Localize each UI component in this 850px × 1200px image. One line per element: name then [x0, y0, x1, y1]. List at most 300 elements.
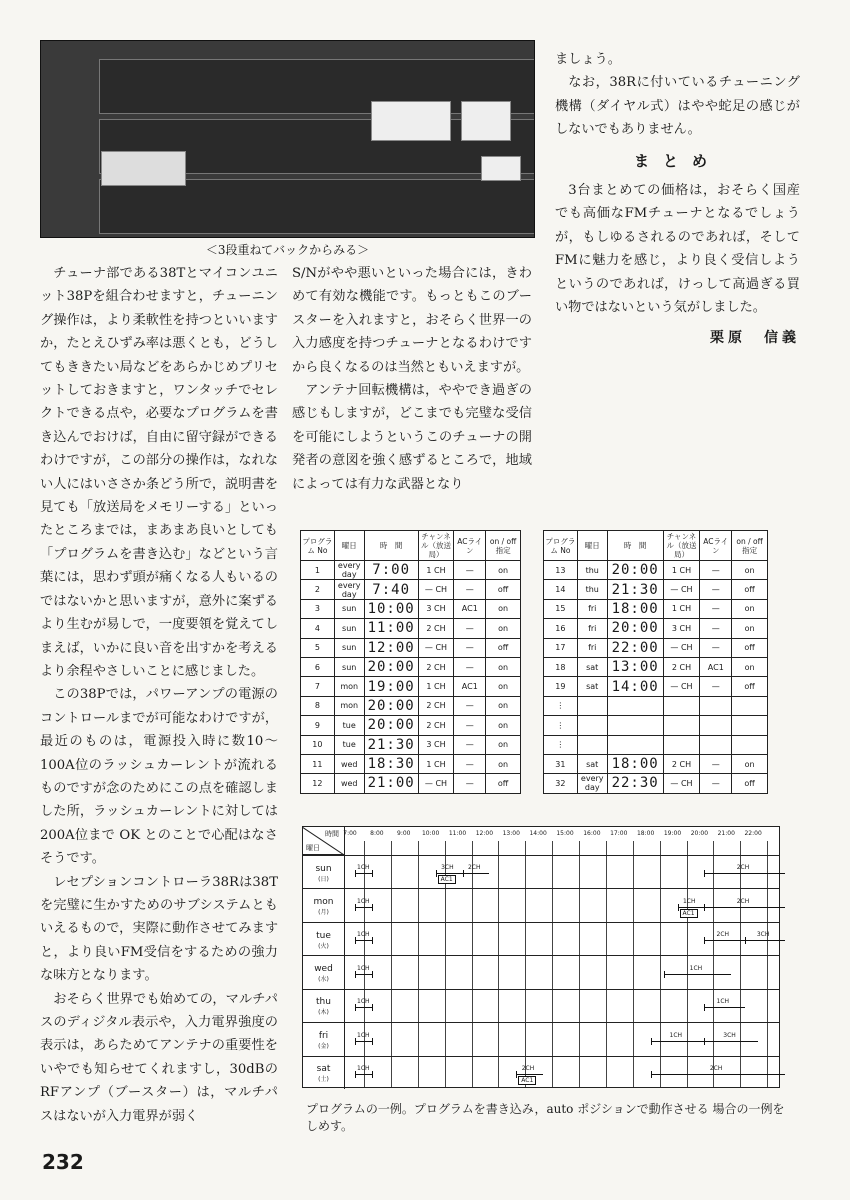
hour-tick-label: 10:00 [421, 830, 440, 837]
cell-onoff: off [732, 774, 768, 793]
cell-onoff [732, 716, 768, 735]
author-name: 栗原 信義 [710, 330, 800, 347]
terminal-panel [371, 101, 451, 141]
schedule-bar-label: 2CH [467, 864, 481, 872]
hour-gridline [660, 841, 661, 1087]
row-divider [303, 922, 779, 923]
schedule-bar [355, 974, 373, 975]
day-sub-label: (火) [318, 942, 329, 950]
cell-day: sat [577, 657, 607, 676]
cell-channel: 3 CH [418, 599, 454, 618]
cell-channel: 1 CH [663, 599, 700, 618]
cell-time: 22:30 [607, 774, 663, 793]
cell-ac-line: — [700, 677, 732, 696]
day-sub-label: (月) [318, 909, 329, 917]
paragraph: レセプションコントローラ38Rは38Tを完璧に生かすためのサブシステムともいえるもので，実際に動作させてみますと，より良いFM受信をするための強力な味方となります。 [40, 874, 278, 984]
hour-gridline [579, 841, 580, 1087]
ac-line-box: AC1 [518, 1076, 536, 1085]
table-row [301, 619, 521, 638]
schedule-bar-label: 2CH [736, 897, 750, 905]
cell-ac-line: — [700, 561, 732, 580]
table-row [544, 716, 768, 735]
hour-gridline [740, 841, 741, 1087]
table-row [301, 638, 521, 657]
schedule-bar-label: 3CH [441, 864, 454, 872]
cell-ac-line [700, 735, 732, 754]
hour-gridline [418, 841, 419, 1087]
day-sub-label: (水) [318, 975, 329, 983]
table-row [544, 561, 768, 580]
day-sub-label: (日) [318, 875, 329, 883]
cell-time: 21:30 [364, 735, 418, 754]
schedule-bar-label: 1CH [357, 1031, 370, 1039]
cell-program-no: 15 [544, 599, 578, 618]
cell-program-no: 9 [301, 716, 335, 735]
schedule-bar-label: 1CH [357, 1064, 370, 1072]
schedule-bar [355, 1041, 373, 1042]
cell-channel: 2 CH [418, 657, 454, 676]
schedule-bar [745, 940, 785, 941]
cell-time: 20:00 [607, 619, 663, 638]
row-divider [303, 989, 779, 990]
cell-ac-line: — [700, 754, 732, 773]
hour-gridline [552, 841, 553, 1087]
cell-program-no: 16 [544, 619, 578, 638]
cell-onoff [732, 696, 768, 715]
paragraph: ましょう。 [555, 52, 621, 67]
cell-ac-line: AC1 [700, 657, 732, 676]
table-row [301, 580, 521, 599]
hour-tick-label: 17:00 [610, 830, 628, 837]
schedule-bar [436, 873, 463, 874]
cell-time: 7:00 [364, 561, 418, 580]
day-sub-label: (土) [318, 1076, 329, 1084]
cell-ac-line: — [454, 561, 486, 580]
hour-tick-label: 13:00 [502, 830, 520, 837]
schedule-bar-label: 1CH [716, 998, 730, 1006]
cell-onoff: off [732, 677, 768, 696]
cell-program-no: 1 [301, 561, 335, 580]
corner-time-label: 時間 [325, 830, 339, 838]
table-row [544, 619, 768, 638]
cell-ac-line: — [700, 774, 732, 793]
paragraph: S/Nがやや悪いといった場合には，きわめて有効な機能です。もっともこのブースターを入れますと，おそらく世界一の入力感度を持つチューナとなるわけですから良くなるのは当然ともいえますが。 [292, 266, 532, 375]
col-header-day: 曜日 [334, 531, 364, 561]
cell-channel: 1 CH [418, 677, 454, 696]
cell-channel: 3 CH [418, 735, 454, 754]
cell-day [577, 696, 607, 715]
cell-day: mon [334, 696, 364, 715]
schedule-bar [463, 873, 490, 874]
cell-day: every day [577, 774, 607, 793]
cell-channel: 2 CH [418, 716, 454, 735]
row-divider [303, 1022, 779, 1023]
table-row [544, 696, 768, 715]
photo-caption: ＜3段重ねてバックからみる＞ [205, 243, 370, 257]
cell-ac-line: — [454, 638, 486, 657]
cell-onoff: on [486, 696, 521, 715]
hour-gridline [633, 841, 634, 1087]
cell-time: 20:00 [364, 657, 418, 676]
day-label-tue: tue (火) [303, 922, 345, 955]
cell-program-no: ⋮ [544, 735, 578, 754]
cell-time [607, 735, 663, 754]
schedule-bar [704, 1007, 744, 1008]
cell-channel: 2 CH [663, 657, 700, 676]
ac-outlet-panel [101, 151, 186, 186]
hour-gridline [687, 841, 688, 1087]
cell-time: 13:00 [607, 657, 663, 676]
table-row [301, 716, 521, 735]
cell-day: tue [334, 716, 364, 735]
terminal-panel-3 [481, 156, 521, 181]
cell-program-no: 19 [544, 677, 578, 696]
cell-program-no: 11 [301, 754, 335, 773]
table-row [301, 561, 521, 580]
cell-day: wed [334, 754, 364, 773]
cell-ac-line: — [454, 696, 486, 715]
schedule-bar-label: 2CH [521, 1064, 535, 1072]
cell-time: 11:00 [364, 619, 418, 638]
cell-onoff: on [486, 599, 521, 618]
col-header-channel: チャンネル（放送局） [663, 531, 700, 561]
schedule-bar [516, 1074, 543, 1075]
cell-day: mon [334, 677, 364, 696]
cell-ac-line [700, 696, 732, 715]
program-table-2 [543, 530, 768, 794]
cell-day: every day [334, 561, 364, 580]
table-row [301, 677, 521, 696]
cell-day: sun [334, 657, 364, 676]
hour-tick-label: 18:00 [636, 830, 655, 837]
col-header-program: プログラム No [544, 531, 578, 561]
hour-tick-label: 21:00 [717, 830, 735, 837]
cell-day: every day [334, 580, 364, 599]
schedule-bar-label: 1CH [357, 931, 370, 939]
day-label-thu: thu (木) [303, 989, 345, 1022]
col-header-time: 時 間 [607, 531, 663, 561]
cell-onoff: off [732, 638, 768, 657]
schedule-bar-label: 2CH [709, 1064, 723, 1072]
cell-ac-line: AC1 [454, 599, 486, 618]
cell-channel: — CH [418, 638, 454, 657]
hour-tick-label: 14:00 [529, 830, 547, 837]
cell-onoff: off [486, 774, 521, 793]
cell-onoff: on [486, 619, 521, 638]
cell-program-no: 3 [301, 599, 335, 618]
cell-program-no: 4 [301, 619, 335, 638]
col-header-onoff: on / off 指定 [486, 531, 521, 561]
schedule-bar [704, 1041, 758, 1042]
cell-program-no: 12 [301, 774, 335, 793]
cell-time [607, 696, 663, 715]
cell-time: 12:00 [364, 638, 418, 657]
cell-channel: — CH [663, 580, 700, 599]
cell-day: sun [334, 638, 364, 657]
cell-channel: 1 CH [418, 754, 454, 773]
col-header-program: プログラム No [301, 531, 335, 561]
cell-ac-line: — [700, 638, 732, 657]
col-header-channel: チャンネル（放送局） [418, 531, 454, 561]
table-row [544, 735, 768, 754]
schedule-bar-label: 2CH [736, 864, 750, 872]
cell-day: sun [334, 619, 364, 638]
schedule-bar [355, 873, 373, 874]
cell-onoff: on [732, 754, 768, 773]
schedule-bar [651, 1041, 705, 1042]
table-row [544, 657, 768, 676]
text-column-1 [40, 262, 278, 1128]
cell-day [577, 716, 607, 735]
cell-day: wed [334, 774, 364, 793]
paragraph: おそらく世界でも始めての，マルチパスのディジタル表示や，入力電界強度の表示は，あらためてアンテナの重要性をいやでも知らせてくれますし，30dBのRFアンプ（ブースター）は，マルチパスはないが入力電界が弱く [40, 991, 278, 1124]
cell-channel: — CH [663, 677, 700, 696]
cell-channel: — CH [418, 774, 454, 793]
table-row [301, 754, 521, 773]
cell-program-no: 18 [544, 657, 578, 676]
cell-channel: — CH [663, 774, 700, 793]
schedule-bar-label: 1CH [669, 1031, 683, 1039]
table-row [301, 696, 521, 715]
cell-program-no: 13 [544, 561, 578, 580]
schedule-bar [355, 907, 373, 908]
cell-program-no: 2 [301, 580, 335, 599]
day-label-sat: sat (土) [303, 1056, 345, 1089]
cell-ac-line: — [700, 619, 732, 638]
hour-gridline [606, 841, 607, 1087]
schedule-bar [678, 907, 705, 908]
cell-program-no: 7 [301, 677, 335, 696]
cell-day: thu [577, 561, 607, 580]
terminal-panel-2 [461, 101, 511, 141]
col-header-onoff: on / off 指定 [732, 531, 768, 561]
cell-time: 18:00 [607, 754, 663, 773]
cell-channel: 1 CH [663, 561, 700, 580]
hour-gridline [391, 841, 392, 1087]
schedule-bar-label: 1CH [689, 964, 703, 972]
table-row [544, 599, 768, 618]
cell-channel: 3 CH [663, 619, 700, 638]
program-table-1 [300, 530, 521, 794]
day-label-mon: mon (月) [303, 888, 345, 921]
cell-onoff: on [486, 657, 521, 676]
row-divider [303, 955, 779, 956]
hour-gridline [767, 841, 768, 1087]
cell-onoff: on [486, 735, 521, 754]
hour-tick-label: 22:00 [744, 830, 762, 837]
cell-onoff: on [486, 677, 521, 696]
table-row [544, 754, 768, 773]
cell-program-no: 17 [544, 638, 578, 657]
schedule-bar [704, 873, 785, 874]
hour-gridline [472, 841, 473, 1087]
corner-day-label: 曜日 [306, 844, 320, 852]
table-row [544, 638, 768, 657]
page-number: 232 [42, 1150, 84, 1174]
cell-time [607, 716, 663, 735]
cell-ac-line [700, 716, 732, 735]
hour-tick-label: 16:00 [583, 830, 601, 837]
cell-channel [663, 716, 700, 735]
cell-time: 7:40 [364, 580, 418, 599]
cell-time: 14:00 [607, 677, 663, 696]
cell-channel: — CH [663, 638, 700, 657]
cell-ac-line: — [454, 580, 486, 599]
cell-ac-line: — [700, 580, 732, 599]
schedule-caption: プログラムの一例。プログラムを書き込み，auto ポジションで動作させる 場合の一例をしめす。 [306, 1102, 785, 1133]
cell-onoff: off [486, 580, 521, 599]
schedule-bar [704, 940, 744, 941]
cell-program-no: 5 [301, 638, 335, 657]
hour-tick-label: 8:00 [370, 830, 384, 837]
day-sub-label: (金) [318, 1042, 329, 1050]
cell-day: tue [334, 735, 364, 754]
col-header-day: 曜日 [577, 531, 607, 561]
hour-tick-label: 11:00 [448, 830, 467, 837]
schedule-bar-label: 3CH [723, 1031, 736, 1039]
schedule-bar-label: 1CH [357, 964, 370, 972]
cell-time: 18:00 [607, 599, 663, 618]
schedule-bar-label: 1CH [682, 897, 696, 905]
hour-tick-label: 12:00 [475, 830, 494, 837]
hour-gridline [713, 841, 714, 1087]
day-label-sun: sun (日) [303, 855, 345, 888]
schedule-bar [704, 907, 785, 908]
day-label-wed: wed (水) [303, 955, 345, 988]
day-label-fri: fri (金) [303, 1022, 345, 1055]
ac-line-box: AC1 [438, 875, 456, 884]
schedule-bar [355, 1074, 373, 1075]
cell-time: 18:30 [364, 754, 418, 773]
text-column-2 [292, 262, 532, 496]
paragraph: アンテナ回転機構は，ややでき過ぎの感じもしますが，どこまでも完璧な受信を可能にしようというこのチューナの開発者の意図を強く感ずるところで，地域によっては有力な武器となり [292, 383, 532, 492]
text-column-3 [555, 48, 800, 351]
component-photo [40, 40, 535, 238]
table-row [544, 677, 768, 696]
cell-program-no: 32 [544, 774, 578, 793]
cell-onoff: on [486, 561, 521, 580]
cell-onoff: on [732, 619, 768, 638]
cell-channel: 2 CH [663, 754, 700, 773]
row-divider [303, 888, 779, 889]
cell-time: 20:00 [364, 716, 418, 735]
schedule-bar [355, 940, 373, 941]
cell-program-no: 31 [544, 754, 578, 773]
schedule-bar-label: 1CH [357, 998, 370, 1006]
ac-line-box: AC1 [680, 909, 698, 918]
schedule-bar-label: 1CH [357, 897, 370, 905]
cell-program-no: ⋮ [544, 696, 578, 715]
hour-tick-label: 15:00 [556, 830, 574, 837]
cell-channel [663, 696, 700, 715]
cell-onoff: on [732, 561, 768, 580]
cell-day: sat [577, 754, 607, 773]
table-row [301, 735, 521, 754]
schedule-bar-label: 3CH [756, 931, 770, 939]
cell-channel: — CH [418, 580, 454, 599]
hour-tick-label: 7:00 [343, 830, 357, 837]
cell-onoff: on [732, 657, 768, 676]
cell-ac-line: AC1 [454, 677, 486, 696]
hour-tick-label: 19:00 [663, 830, 682, 837]
schedule-bar [651, 1074, 785, 1075]
cell-ac-line: — [700, 599, 732, 618]
weekly-schedule-chart [302, 826, 780, 1088]
cell-program-no: 10 [301, 735, 335, 754]
cell-time: 21:30 [607, 580, 663, 599]
cell-channel [663, 735, 700, 754]
cell-time: 19:00 [364, 677, 418, 696]
col-header-time: 時 間 [364, 531, 418, 561]
cell-time: 20:00 [364, 696, 418, 715]
cell-ac-line: — [454, 657, 486, 676]
cell-channel: 2 CH [418, 696, 454, 715]
cell-ac-line: — [454, 716, 486, 735]
schedule-bar [664, 974, 731, 975]
cell-program-no: 14 [544, 580, 578, 599]
paragraph: この38Pでは，パワーアンプの電源のコントロールまでが可能なわけですが，最近のものは，電源投入時に数10〜100A位のラッシュカーレントが流れるものですが念のためにこの点を確認しました所，ラッシュカーレントに対しては200A位まで OK とのことで心配はなさそうです。 [40, 687, 278, 867]
cell-day: thu [577, 580, 607, 599]
table-row [301, 657, 521, 676]
cell-ac-line: — [454, 735, 486, 754]
schedule-bar-label: 2CH [716, 931, 730, 939]
cell-onoff: on [486, 716, 521, 735]
cell-time: 21:00 [364, 774, 418, 793]
cell-channel: 1 CH [418, 561, 454, 580]
cell-onoff [732, 735, 768, 754]
cell-program-no: 6 [301, 657, 335, 676]
cell-day: fri [577, 638, 607, 657]
table-row [301, 774, 521, 793]
cell-ac-line: — [454, 619, 486, 638]
row-divider [303, 855, 779, 856]
paragraph: なお，38Rに付いているチューニング機構（ダイヤル式）はやや蛇足の感じがしないでもありません。 [555, 75, 800, 138]
schedule-bar [355, 1007, 373, 1008]
col-header-ac: ACライン [700, 531, 732, 561]
cell-onoff: off [732, 580, 768, 599]
cell-onoff: off [486, 638, 521, 657]
cell-onoff: on [732, 599, 768, 618]
cell-day: sun [334, 599, 364, 618]
cell-ac-line: — [454, 754, 486, 773]
row-divider [303, 1056, 779, 1057]
cell-day [577, 735, 607, 754]
cell-day: fri [577, 599, 607, 618]
hour-gridline [525, 841, 526, 1087]
cell-time: 20:00 [607, 561, 663, 580]
table-row [301, 599, 521, 618]
day-sub-label: (木) [318, 1009, 329, 1017]
cell-time: 22:00 [607, 638, 663, 657]
cell-channel: 2 CH [418, 619, 454, 638]
hour-tick-label: 9:00 [397, 830, 411, 837]
col-header-ac: ACライン [454, 531, 486, 561]
cell-day: sat [577, 677, 607, 696]
hour-gridline [498, 841, 499, 1087]
cell-ac-line: — [454, 774, 486, 793]
cell-onoff: on [486, 754, 521, 773]
table-row [544, 774, 768, 793]
schedule-bar-label: 1CH [357, 864, 370, 872]
rack-tier-3 [99, 179, 535, 234]
cell-program-no: ⋮ [544, 716, 578, 735]
paragraph: 3台まとめての価格は，おそらく国産でも高価なFMチューナとなるでしょうが，もしゆるされるのであれば，そしてFMに魅力を感じ，より良く受信しようというのであれば，けっして高過ぎる買い物ではないという気がしました。 [555, 183, 800, 316]
table-row [544, 580, 768, 599]
cell-day: fri [577, 619, 607, 638]
section-heading: まとめ [633, 151, 721, 170]
hour-tick-label: 20:00 [690, 830, 709, 837]
cell-time: 10:00 [364, 599, 418, 618]
